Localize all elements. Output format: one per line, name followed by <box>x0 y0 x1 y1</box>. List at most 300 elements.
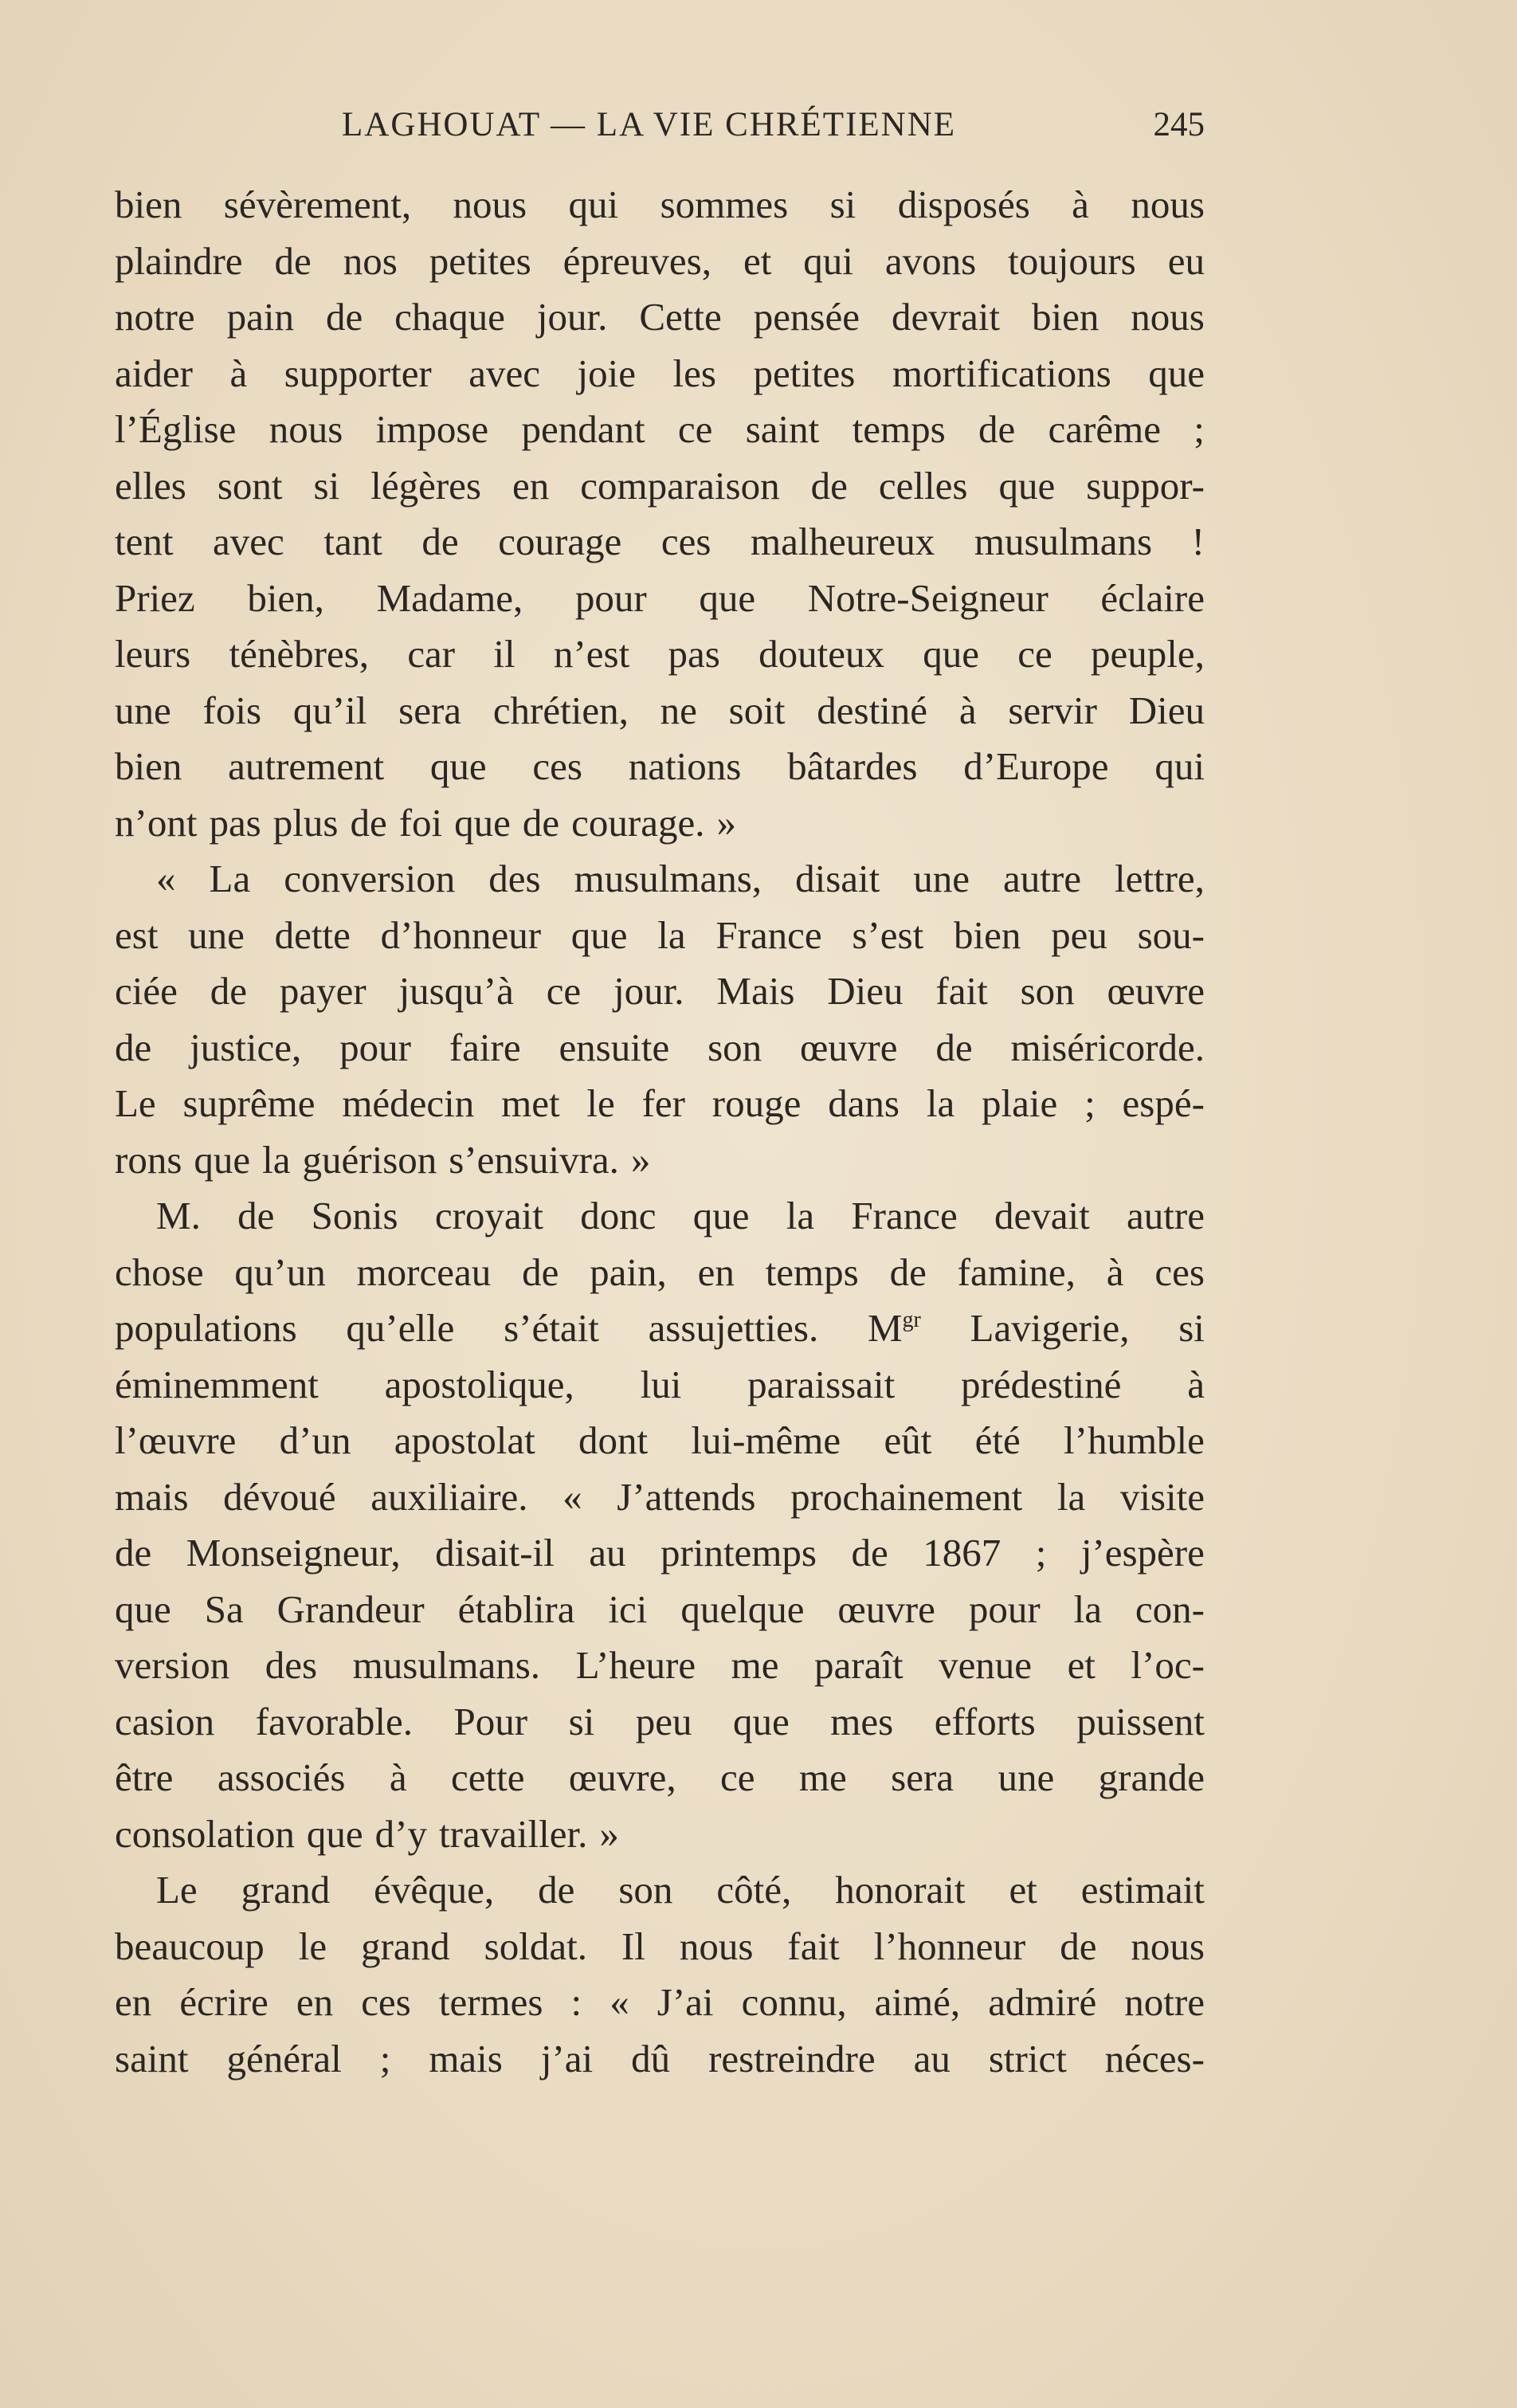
body-text <box>115 177 1205 2087</box>
word: Sonis <box>311 1194 398 1237</box>
word: de <box>421 520 459 563</box>
text-line <box>115 1245 1205 1301</box>
word: de <box>978 407 1016 451</box>
word: pain <box>226 295 295 339</box>
word: grand <box>361 1924 450 1968</box>
word: Dieu <box>827 969 904 1013</box>
word: bien <box>1031 295 1100 339</box>
word: à <box>229 351 248 395</box>
page-number: 245 <box>1153 106 1205 143</box>
word: petites <box>429 238 531 283</box>
word: été <box>974 1418 1021 1462</box>
word: œuvre, <box>568 1755 676 1799</box>
word: chose <box>115 1249 204 1294</box>
word: version <box>115 1643 230 1687</box>
text-line <box>115 851 1205 908</box>
text-line <box>115 1582 1205 1638</box>
word: me <box>731 1643 779 1687</box>
word: de <box>350 800 387 845</box>
word: devrait <box>891 295 1001 339</box>
text-line <box>115 908 1205 964</box>
word: de <box>1060 1924 1097 1968</box>
word: toujours <box>1008 238 1136 283</box>
word: éminemment <box>115 1362 319 1406</box>
word: Madame, <box>376 575 523 620</box>
word: aimé, <box>874 1980 961 2024</box>
word: consolation <box>115 1811 295 1856</box>
word: évêque, <box>374 1868 495 1912</box>
word: que <box>429 744 487 788</box>
word: des <box>265 1643 318 1687</box>
word: qu’elle <box>346 1306 455 1350</box>
word: Mais <box>716 969 795 1013</box>
word: ce <box>546 969 582 1013</box>
word: casion <box>115 1699 215 1743</box>
word: visite <box>1119 1474 1205 1519</box>
word: son <box>1020 969 1075 1013</box>
word: mortifications <box>892 351 1111 395</box>
text-line <box>115 626 1205 683</box>
word: pensée <box>753 295 860 339</box>
word: joie <box>577 351 636 395</box>
text-line <box>115 1357 1205 1414</box>
word: son <box>618 1868 673 1912</box>
word: bien <box>115 744 182 788</box>
word: courage <box>498 520 622 563</box>
text-line <box>115 1469 1205 1526</box>
word: de <box>935 1025 973 1069</box>
word: avons <box>884 238 977 283</box>
word: nous <box>1131 182 1205 226</box>
word: l’honneur <box>873 1924 1026 1968</box>
word: venue <box>939 1643 1033 1687</box>
word: d’un <box>279 1418 351 1462</box>
text-line <box>115 1750 1205 1806</box>
word: » <box>716 800 736 845</box>
word: plaindre <box>115 238 243 283</box>
word: supporter <box>284 351 432 395</box>
word: ensuite <box>559 1025 670 1069</box>
word: néces- <box>1104 2036 1205 2081</box>
word: temps <box>852 407 946 451</box>
word: épreuves, <box>563 238 711 283</box>
word: en <box>296 1980 334 2024</box>
word: la <box>786 1194 815 1237</box>
word: notre <box>1124 1980 1205 2024</box>
word: avec <box>468 351 541 395</box>
word: ne <box>660 688 697 732</box>
word: Priez <box>115 575 195 620</box>
word: plaie <box>982 1081 1058 1125</box>
word: travailler. <box>439 1811 588 1856</box>
word: sera <box>398 688 462 732</box>
word: faire <box>449 1025 521 1069</box>
word: fer <box>641 1081 685 1125</box>
word: de <box>115 1025 152 1069</box>
word: éclaire <box>1100 575 1205 620</box>
word: sont <box>217 463 283 508</box>
word: côté, <box>716 1868 792 1912</box>
word: une <box>998 1755 1055 1799</box>
word: musulmans <box>974 520 1153 563</box>
text-line <box>115 1919 1205 1975</box>
word: en <box>697 1249 735 1294</box>
word: fait <box>787 1924 840 1968</box>
word: son <box>708 1025 762 1069</box>
word: justice, <box>190 1025 302 1069</box>
word: qu’un <box>234 1249 326 1294</box>
word: disposés <box>897 182 1030 226</box>
word: ! <box>1191 520 1205 563</box>
word: j’ai <box>540 2036 594 2081</box>
word: à <box>1187 1362 1205 1406</box>
word: rouge <box>711 1081 802 1125</box>
word: auxiliaire. <box>370 1474 528 1519</box>
word: ce <box>677 407 713 451</box>
word: lettre, <box>1114 857 1205 900</box>
word: Notre-Seigneur <box>807 575 1049 620</box>
word: con- <box>1135 1586 1205 1631</box>
word: notre <box>115 295 195 339</box>
running-title: LAGHOUAT — LA VIE CHRÉTIENNE <box>342 106 957 143</box>
word: : <box>570 1980 582 2024</box>
word: autrement <box>228 744 385 788</box>
word: ténèbres, <box>229 632 370 676</box>
word: apostolat <box>394 1418 535 1462</box>
word: malheureux <box>751 520 935 563</box>
word: jour. <box>536 295 608 339</box>
word: ; <box>379 2036 391 2081</box>
word: guérison <box>302 1137 437 1182</box>
word: soldat. <box>484 1924 587 1968</box>
word: ; <box>1035 1531 1047 1575</box>
word: elles <box>115 463 186 508</box>
word: de <box>274 238 312 283</box>
word: eu <box>1167 238 1205 283</box>
word: autre <box>1127 1194 1205 1237</box>
word: nous <box>1131 1924 1205 1968</box>
word: dont <box>578 1418 649 1462</box>
word: bâtardes <box>787 744 918 788</box>
word: nous <box>1131 295 1205 339</box>
word: mes <box>830 1699 894 1743</box>
word: sommes <box>660 182 789 226</box>
word: musulmans, <box>574 857 762 900</box>
word: prochainement <box>790 1474 1023 1519</box>
word: lui <box>640 1362 682 1406</box>
word: Pour <box>453 1699 528 1743</box>
word: leurs <box>115 632 191 676</box>
word: qui <box>803 238 853 283</box>
word: la <box>262 1137 291 1182</box>
word: de <box>889 1249 927 1294</box>
word: que <box>1148 351 1205 395</box>
word: une <box>115 688 171 732</box>
word: dévoué <box>223 1474 336 1519</box>
word: ; <box>1084 1081 1096 1125</box>
word: soit <box>728 688 786 732</box>
word: douteux <box>758 632 884 676</box>
word: mais <box>429 2036 503 2081</box>
word: que <box>454 800 511 845</box>
word: que <box>570 912 628 957</box>
word: 1867 <box>923 1531 1002 1575</box>
text-line <box>115 289 1205 346</box>
word: que <box>692 1194 750 1237</box>
text-line <box>115 571 1205 627</box>
word: restreindre <box>708 2036 876 2081</box>
word: s’ensuivra. <box>449 1137 619 1182</box>
word: » <box>599 1811 619 1856</box>
word: d’y <box>374 1811 427 1856</box>
word: miséricorde. <box>1010 1025 1205 1069</box>
word: nous <box>679 1924 754 1968</box>
word: grande <box>1098 1755 1205 1799</box>
word: si <box>1178 1306 1205 1350</box>
word: œuvre <box>800 1025 898 1069</box>
text-line <box>115 1525 1205 1582</box>
word: autre <box>1003 857 1081 900</box>
word: de <box>237 1194 275 1237</box>
word: il <box>493 632 515 676</box>
word: et <box>743 238 772 283</box>
word: pendant <box>521 407 645 451</box>
word: pour <box>574 575 647 620</box>
word: conversion <box>284 857 456 900</box>
word: Il <box>621 1924 645 1968</box>
word: prédestiné <box>961 1362 1122 1406</box>
word: de <box>325 295 363 339</box>
word: œuvre <box>1107 969 1205 1013</box>
word: avec <box>213 520 284 563</box>
word: famine, <box>957 1249 1076 1294</box>
word: à <box>1072 182 1089 226</box>
word: puissent <box>1076 1699 1205 1743</box>
word: de <box>810 463 848 508</box>
word: M. <box>156 1194 201 1237</box>
word: ces <box>532 744 582 788</box>
text-line <box>115 795 1205 852</box>
word: établira <box>457 1586 575 1631</box>
word: d’Europe <box>963 744 1109 788</box>
text-line <box>115 1300 1205 1357</box>
word: des <box>488 857 541 900</box>
word: si <box>313 463 340 508</box>
word: aider <box>115 351 193 395</box>
word: Dieu <box>1128 688 1205 732</box>
word: pour <box>339 1025 411 1069</box>
word: le <box>586 1081 615 1125</box>
word: qu’il <box>292 688 367 732</box>
text-line <box>115 1694 1205 1751</box>
word: une <box>188 912 245 957</box>
text-line <box>115 1413 1205 1469</box>
word: de <box>115 1531 152 1575</box>
word: connu, <box>741 1980 847 2024</box>
word: que <box>733 1699 790 1743</box>
word: courage. <box>571 800 705 845</box>
word: qui <box>568 182 619 226</box>
word: bien <box>115 182 182 226</box>
word: Cette <box>639 295 722 339</box>
word: nos <box>343 238 398 283</box>
word: foi <box>398 800 443 845</box>
word: Monseigneur, <box>186 1531 401 1575</box>
word: payer <box>279 969 367 1013</box>
text-line <box>115 458 1205 515</box>
text-line <box>115 514 1205 571</box>
word: écrire <box>179 1980 269 2024</box>
word: France <box>851 1194 958 1237</box>
word: en <box>115 1980 152 2024</box>
word: en <box>512 463 550 508</box>
text-line <box>115 233 1205 290</box>
word: « <box>563 1474 582 1519</box>
word: à <box>1106 1249 1124 1294</box>
word: de <box>851 1531 888 1575</box>
word: disait-il <box>435 1531 555 1575</box>
word: favorable. <box>255 1699 413 1743</box>
text-line <box>115 177 1205 233</box>
word: de <box>538 1868 575 1912</box>
text-line <box>115 402 1205 458</box>
word: une <box>913 857 970 900</box>
word: car <box>407 632 456 676</box>
word: eût <box>884 1418 932 1462</box>
word: le <box>298 1924 327 1968</box>
word: apostolique, <box>384 1362 574 1406</box>
word: J’ai <box>657 1980 714 2024</box>
word: paraissait <box>747 1362 896 1406</box>
word: jusqu’à <box>398 969 514 1013</box>
word: carême <box>1048 407 1161 451</box>
word: Le <box>156 1868 198 1912</box>
word: qui <box>1154 744 1205 788</box>
word: ces <box>661 520 711 563</box>
text-line <box>115 1637 1205 1694</box>
word: pas <box>209 800 261 845</box>
word: admiré <box>988 1980 1097 2024</box>
word: sera <box>891 1755 954 1799</box>
word: légères <box>370 463 481 508</box>
word: à <box>389 1755 407 1799</box>
word: dû <box>631 2036 671 2081</box>
word: associés <box>217 1755 346 1799</box>
word: être <box>115 1755 174 1799</box>
text-line <box>115 1020 1205 1077</box>
word: Sa <box>204 1586 244 1631</box>
word: ; <box>1194 407 1205 451</box>
word: ciée <box>115 969 178 1013</box>
word: $M^{gr}$ <box>867 1306 921 1350</box>
word: ces <box>361 1980 411 2024</box>
text-line <box>115 963 1205 1020</box>
word: la <box>926 1081 955 1125</box>
word: » <box>630 1137 651 1182</box>
word: cette <box>450 1755 525 1799</box>
word: de <box>522 1249 559 1294</box>
word: strict <box>988 2036 1067 2081</box>
word: saint <box>115 2036 189 2081</box>
word: l’humble <box>1064 1418 1205 1462</box>
text-line <box>115 1188 1205 1245</box>
word: d’honneur <box>380 912 542 957</box>
word: fait <box>935 969 988 1013</box>
word: jour. <box>613 969 684 1013</box>
word: bien <box>953 912 1021 957</box>
word: quelque <box>680 1586 805 1631</box>
word: que <box>194 1137 251 1182</box>
word: peu <box>635 1699 692 1743</box>
text-line <box>115 2031 1205 2088</box>
word: s’est <box>852 912 924 957</box>
word: les <box>672 351 716 395</box>
word: Lavigerie, <box>970 1306 1130 1350</box>
word: l’oc- <box>1131 1643 1205 1687</box>
word: comparaison <box>580 463 780 508</box>
word: suprême <box>182 1081 316 1125</box>
word: mais <box>115 1474 189 1519</box>
word: morceau <box>356 1249 492 1294</box>
word: devait <box>994 1194 1090 1237</box>
word: rons <box>115 1137 182 1182</box>
text-line <box>115 739 1205 795</box>
word: ces <box>1154 1249 1205 1294</box>
word: France <box>715 912 822 957</box>
word: efforts <box>934 1699 1036 1743</box>
word: musulmans. <box>352 1643 541 1687</box>
word: la <box>1056 1474 1086 1519</box>
word: termes <box>438 1980 543 2024</box>
text-line <box>115 1806 1205 1863</box>
word: que <box>998 463 1056 508</box>
word: nous <box>269 407 343 451</box>
word: beaucoup <box>115 1924 265 1968</box>
word: « <box>610 1980 629 2024</box>
word: celles <box>878 463 968 508</box>
word: tent <box>115 520 174 563</box>
word: croyait <box>434 1194 543 1237</box>
word: honorait <box>835 1868 966 1912</box>
word: œuvre <box>837 1586 935 1631</box>
word: ici <box>608 1586 648 1631</box>
word: impose <box>375 407 489 451</box>
word: dans <box>828 1081 900 1125</box>
word: met <box>501 1081 560 1125</box>
word: suppor- <box>1086 463 1205 508</box>
text-line <box>115 1076 1205 1132</box>
word: saint <box>745 407 820 451</box>
word: petites <box>753 351 856 395</box>
word: espé- <box>1122 1081 1205 1125</box>
word: lui-même <box>691 1418 841 1462</box>
word: fois <box>202 688 262 732</box>
word: servir <box>1008 688 1097 732</box>
text-line <box>115 1975 1205 2031</box>
text-line <box>115 346 1205 402</box>
word: destiné <box>817 688 928 732</box>
word: pas <box>668 632 720 676</box>
word: si <box>829 182 856 226</box>
word: j’espère <box>1080 1531 1205 1575</box>
word: Grandeur <box>276 1586 425 1631</box>
word: l’œuvre <box>115 1418 237 1462</box>
word: Le <box>115 1081 156 1125</box>
word: s’était <box>504 1306 599 1350</box>
word: et <box>1009 1868 1037 1912</box>
word: plus <box>272 800 339 845</box>
word: La <box>209 857 251 900</box>
